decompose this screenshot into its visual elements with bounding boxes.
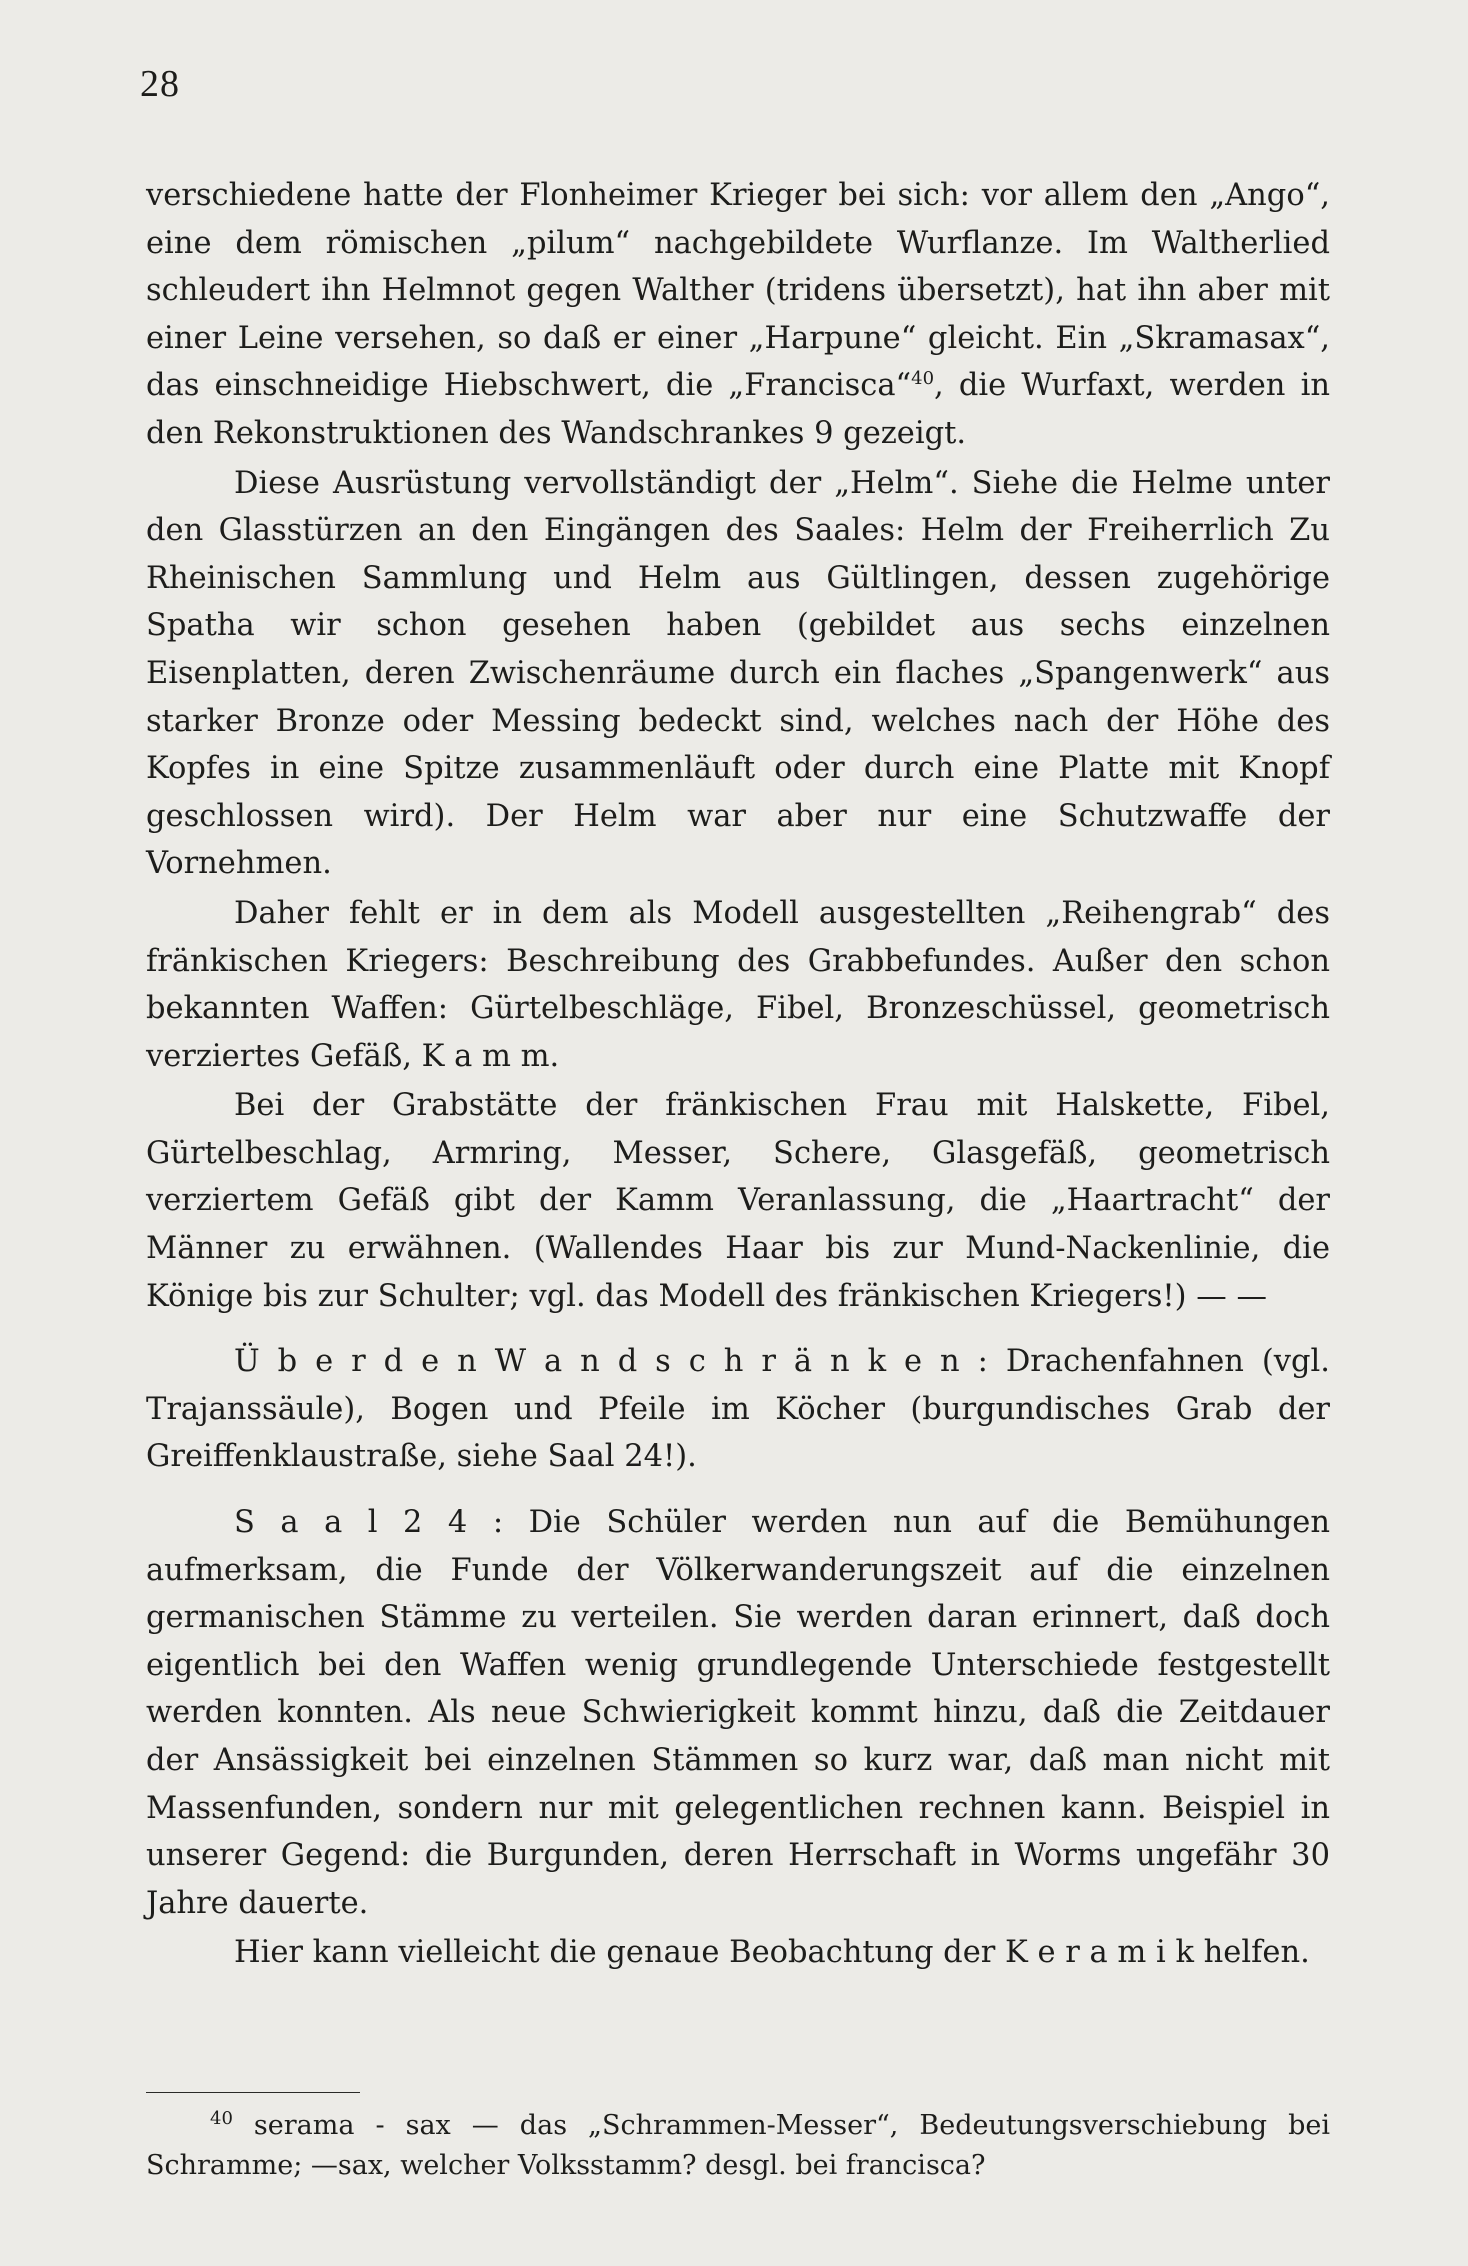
paragraph-1 (146, 172, 1330, 458)
footnote-reference: 40 (911, 368, 935, 390)
page-number: 28 (140, 63, 180, 105)
footnote-text: serama - sax — das „Schrammen-Messer“, Bedeutungsverschiebung bei Schramme; —sax, welcher Volksstamm? desgl. bei francisca? (146, 2110, 1330, 2181)
paragraph-7: Hier kann vielleicht die genaue Beobachtung der K e r a m i k helfen. (234, 1935, 1310, 1971)
body-text (146, 172, 1330, 1979)
footnote (146, 2106, 1330, 2186)
paragraph-3: Daher fehlt er in dem als Modell ausgestellten „Reihengrab“ des fränkischen Kriegers: Beschreibung des Grabbefundes. Außer den schon bekannten Waffen: Gürtelbeschläge, Fibel, Bronzeschüssel, geometrisch verziertes Gefäß, K a m m. (146, 895, 1330, 1074)
paragraph-4: Bei der Grabstätte der fränkischen Frau mit Halskette, Fibel, Gürtelbeschlag, Armring, Messer, Schere, Glasgefäß, geometrisch verziertem Gefäß gibt der Kamm Veranlassung, die „Haartracht“ der Männer zu erwähnen. (Wallendes Haar bis zur Mund-Nackenlinie, die Könige bis zur Schulter; vgl. das Modell des fränkischen Kriegers!) — — (146, 1088, 1330, 1314)
footnote-marker: 40 (210, 2108, 233, 2129)
footnote-divider (146, 2092, 360, 2093)
paragraph-1-tail: , die Wurfaxt, werden in den Rekonstruktionen des Wandschrankes 9 gezeigt. (146, 368, 1330, 451)
paragraph-2: Diese Ausrüstung vervollständigt der „Helm“. Siehe die Helme unter den Glasstürzen an den Eingängen des Saales: Helm der Freiherrlich Zu Rheinischen Sammlung und Helm aus Gültlingen, dessen zugehörige Spatha wir schon gesehen haben (gebildet aus sechs einzelnen Eisenplatten, deren Zwischenräume durch ein flaches „Spangenwerk“ aus starker Bronze oder Messing bedeckt sind, welches nach der Höhe des Kopfes in eine Spitze zusammenläuft oder durch eine Platte mit Knopf geschlossen wird). Der Helm war aber nur eine Schutzwaffe der Vornehmen. (146, 465, 1330, 882)
paragraph-6: S a a l 2 4 : Die Schüler werden nun auf die Bemühungen aufmerksam, die Funde der Völkerwanderungszeit auf die einzelnen germanischen Stämme zu verteilen. Sie werden daran erinnert, daß doch eigentlich bei den Waffen wenig grundlegende Unterschiede festgestellt werden konnten. Als neue Schwierigkeit kommt hinzu, daß die Zeitdauer der Ansässigkeit bei einzelnen Stämmen so kurz war, daß man nicht mit Massenfunden, sondern nur mit gelegentlichen rechnen kann. Beispiel in unserer Gegend: die Burgunden, deren Herrschaft in Worms ungefähr 30 Jahre dauerte. (146, 1505, 1330, 1921)
paragraph-5: Ü b e r d e n W a n d s c h r ä n k e n : Drachenfahnen (vgl. Trajanssäule), Bogen und Pfeile im Köcher (burgundisches Grab der Greiffenklaustraße, siehe Saal 24!). (146, 1344, 1330, 1475)
paragraph-1-text: verschiedene hatte der Flonheimer Krieger bei sich: vor allem den „Ango“, eine dem römischen „pilum“ nachgebildete Wurflanze. Im Waltherlied schleudert ihn Helmnot gegen Walther (tridens übersetzt), hat ihn aber mit einer Leine versehen, so daß er einer „Harpune“ gleicht. Ein „Skramasax“, das einschneidige Hiebschwert, die „Francisca“ (146, 178, 1330, 404)
